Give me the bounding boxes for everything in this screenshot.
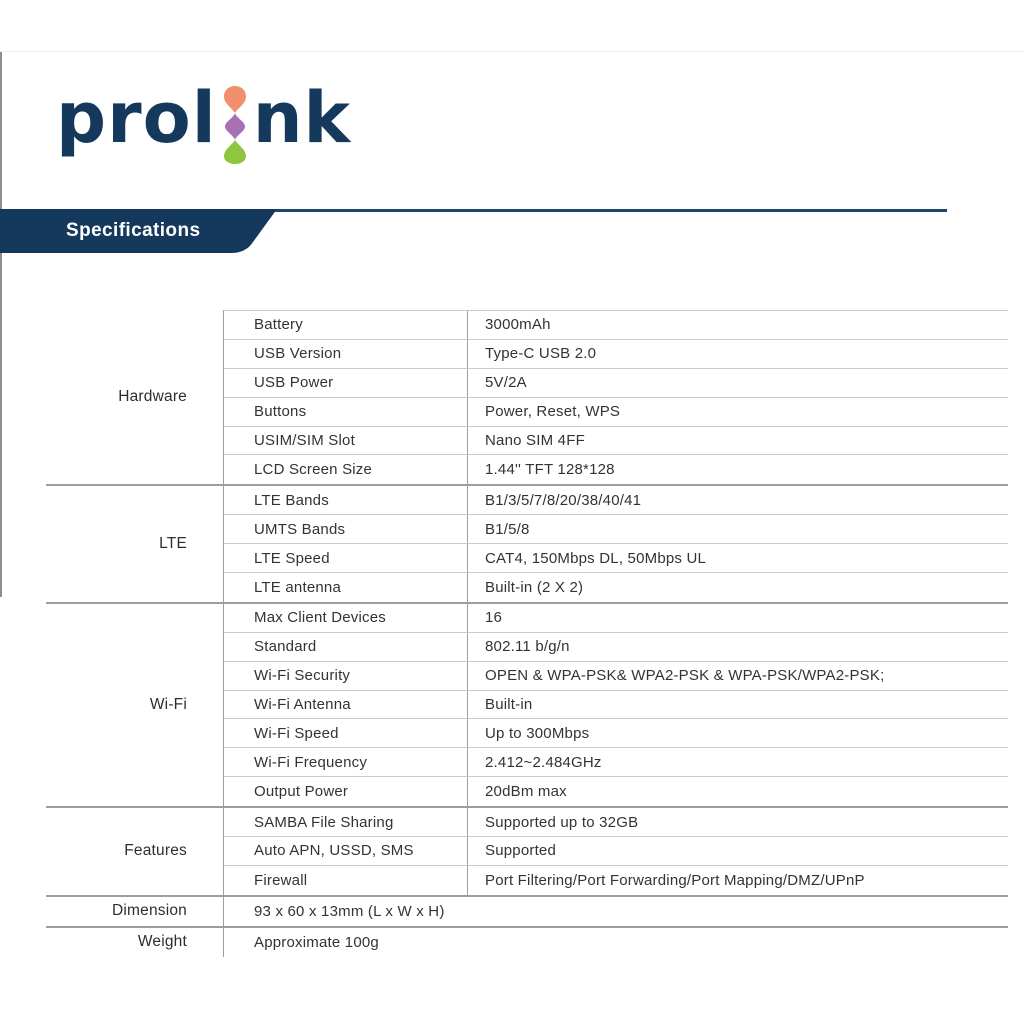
table-row (224, 808, 1008, 837)
spec-category-label: LTE (159, 535, 187, 553)
spec-name-cell: Battery (224, 311, 468, 339)
spec-name-cell: USB Version (224, 340, 468, 368)
table-row (224, 369, 1008, 398)
spec-value-cell: Power, Reset, WPS (485, 403, 621, 421)
table-row (224, 633, 1008, 662)
spec-name-cell: LTE antenna (224, 573, 468, 602)
spec-name-cell: UMTS Bands (224, 515, 468, 543)
spec-name-cell: Wi-Fi Antenna (224, 691, 468, 719)
spec-name-cell: Buttons (224, 398, 468, 426)
spec-value-cell: Up to 300Mbps (485, 724, 590, 742)
spec-group (46, 602, 1008, 806)
spec-category-label: Wi-Fi (149, 696, 187, 714)
spec-value-cell: 1.44'' TFT 128*128 (485, 461, 615, 479)
spec-value-cell: 2.412~2.484GHz (485, 753, 602, 771)
table-row (224, 486, 1008, 515)
spec-value-cell: Built-in (2 X 2) (485, 578, 584, 596)
logo-text-left: prol (56, 77, 217, 159)
spec-value-cell: 802.11 b/g/n (485, 638, 570, 656)
spec-name-cell: Wi-Fi Frequency (224, 748, 468, 776)
spec-group (46, 926, 1008, 957)
spec-table (46, 310, 1008, 957)
table-row (224, 544, 1008, 573)
spec-value-cell: Approximate 100g (254, 933, 379, 951)
table-row (224, 340, 1008, 369)
spec-name-cell: USB Power (224, 369, 468, 397)
table-row (224, 691, 1008, 720)
spec-value-cell: 16 (485, 609, 503, 627)
table-row (224, 427, 1008, 456)
spec-name-cell: Standard (224, 633, 468, 661)
spec-value-cell: B1/5/8 (485, 520, 530, 538)
spec-name-cell: USIM/SIM Slot (224, 427, 468, 455)
table-row (224, 398, 1008, 427)
table-row (224, 866, 1008, 895)
table-row (224, 573, 1008, 602)
spec-category-label: Features (124, 842, 187, 860)
spec-name-cell: Wi-Fi Security (224, 662, 468, 690)
page-left-scan-edge (0, 52, 2, 597)
table-row (224, 719, 1008, 748)
spec-value-cell: Supported (485, 842, 557, 860)
spec-value-cell: 93 x 60 x 13mm (L x W x H) (254, 902, 445, 920)
spec-value-cell: CAT4, 150Mbps DL, 50Mbps UL (485, 549, 707, 567)
logo-dot-orange-icon (224, 86, 246, 113)
spec-value-cell: 3000mAh (485, 316, 551, 334)
spec-name-cell: LTE Bands (224, 486, 468, 514)
banner-title: Specifications (66, 220, 201, 241)
spec-value-cell: Type-C USB 2.0 (485, 345, 597, 363)
spec-group-rows (223, 604, 1008, 806)
spec-group-rows (223, 928, 1008, 957)
spec-value-cell: Port Filtering/Port Forwarding/Port Mapping/DMZ/UPnP (485, 871, 865, 889)
spec-group (46, 895, 1008, 926)
table-row (224, 311, 1008, 340)
spec-value-cell: Supported up to 32GB (485, 813, 639, 831)
table-row (224, 515, 1008, 544)
banner-rule-line (200, 209, 947, 212)
spec-value-cell: 20dBm max (485, 783, 567, 801)
spec-name-cell: Wi-Fi Speed (224, 719, 468, 747)
spec-category-label: Hardware (118, 388, 187, 406)
spec-value-cell: B1/3/5/7/8/20/38/40/41 (485, 491, 642, 509)
spec-name-cell: SAMBA File Sharing (224, 808, 468, 836)
table-row (224, 928, 1008, 957)
table-row (224, 897, 1008, 926)
spec-value-cell: Built-in (485, 696, 533, 714)
spec-name-cell: LCD Screen Size (224, 455, 468, 484)
spec-value-cell: OPEN & WPA-PSK& WPA2-PSK & WPA-PSK/WPA2-PSK; (485, 667, 885, 685)
spec-name-cell: Output Power (224, 777, 468, 806)
spec-value-cell: Nano SIM 4FF (485, 432, 585, 449)
table-row (224, 777, 1008, 806)
spec-group (46, 806, 1008, 895)
page-top-hairline (0, 51, 1024, 52)
table-row (224, 604, 1008, 633)
logo-dot-purple-icon (225, 114, 245, 140)
table-row (224, 837, 1008, 866)
table-row (224, 748, 1008, 777)
logo-dot-green-icon (224, 140, 246, 164)
spec-group-rows (223, 310, 1008, 484)
spec-group-rows (223, 897, 1008, 926)
spec-category-label: Dimension (111, 902, 187, 920)
specifications-banner (0, 209, 278, 253)
table-row (224, 662, 1008, 691)
spec-name-cell: Auto APN, USSD, SMS (224, 837, 468, 865)
table-row (224, 455, 1008, 484)
spec-name-cell: Firewall (224, 866, 468, 895)
spec-name-cell: Max Client Devices (224, 604, 468, 632)
spec-category-label: Weight (137, 933, 187, 951)
spec-name-cell: LTE Speed (224, 544, 468, 572)
spec-group (46, 484, 1008, 602)
spec-value-cell: 5V/2A (485, 374, 527, 392)
spec-group-rows (223, 808, 1008, 895)
logo-text-right: nk (252, 77, 352, 159)
prolink-logo (56, 76, 351, 162)
logo-i-dots-icon (222, 86, 248, 164)
spec-group-rows (223, 486, 1008, 602)
spec-group (46, 310, 1008, 484)
